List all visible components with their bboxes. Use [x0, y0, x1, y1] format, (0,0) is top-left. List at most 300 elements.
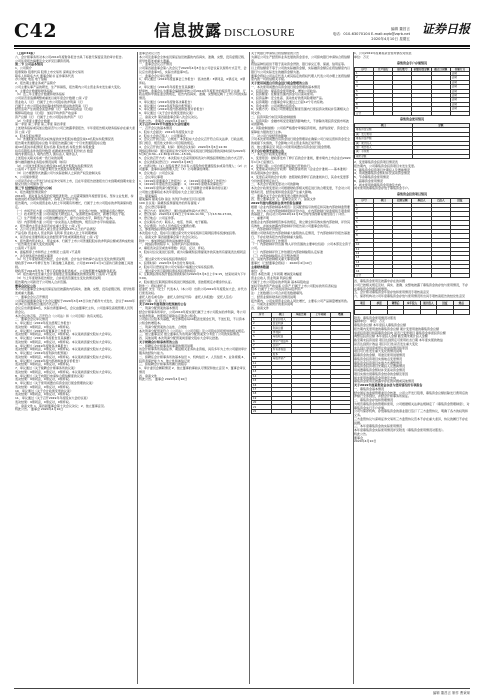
table-cell: 14: [252, 374, 272, 378]
article-paragraph: 上述股东关联关系或一致行动的说明: [15, 156, 64, 160]
table-cell: 股本: [271, 352, 291, 356]
article-paragraph: 一、召开会议的基本情况: [139, 126, 173, 130]
table-cell: [431, 273, 450, 277]
table-row: [252, 409, 351, 413]
article-paragraph: 1、报告期经营情况简介: [15, 189, 47, 194]
article-paragraph: 1、审议通过《2019年度监事会工作报告》 表决结果：3票同意，0票反对，0票弃权。: [139, 77, 246, 85]
article-paragraph: 报告期内，公司募集资金投资项目未发生变更。: [354, 163, 418, 168]
article-paragraph: 归属于上市公司股东的扣除非经常性损益的净利润（元）: [15, 103, 91, 108]
article-paragraph: 加权平均净资产收益率 总资产 归属于上市公司股东的所有者权益: [251, 283, 337, 288]
article-paragraph: 2020年4月10日: [354, 439, 377, 444]
table-caption: 募集资金投资项目情况: [396, 192, 427, 197]
article-paragraph: 四、独立董事意见 五、监事会意见 六、备查文件: [251, 197, 316, 202]
article-paragraph: （一）市场开拓方面 公司积极拓展国内外市场，优化客户结构，加强重点客户维护。: [15, 208, 127, 213]
column-divider: [137, 52, 138, 684]
article-paragraph: （3）以方框图形式披露公司与实际控制人之间的产权及控制关系: [15, 171, 101, 175]
article-paragraph: 五、会计师对募集资金年度存放和使用情况专项核查意见: [354, 290, 430, 295]
article-paragraph: 报告期内，公司实现营业收入较上年同期有所增长，归属于上市公司股东的净利润保持稳定。: [15, 201, 133, 209]
article-paragraph: 1、登记方式：现场登记、通过信函或传真方式登记。: [139, 208, 210, 213]
article-paragraph: 本公司及监事会全体成员保证信息披露的内容真实、准确、完整，没有虚假记载、误导性陈述或重大遗漏。: [139, 54, 247, 63]
table-header-cell: 序号: [252, 313, 272, 317]
section-title-cn: 信息披露: [154, 21, 223, 40]
data-table: [354, 198, 470, 278]
article-paragraph: 募集资金投资项目实施地点变更情况: [354, 356, 403, 361]
table-cell: 18: [252, 392, 272, 396]
article-paragraph: 1、审计委员会履职情况 2、独立董事的事前认可情况和独立意见 3、董事会审议情况: [139, 366, 246, 374]
article-heading: 关于使用闲置自有资金进行现金管理的公告: [251, 81, 309, 85]
table-cell: 11: [252, 361, 272, 365]
article-paragraph: 2、股东大会的召集人：公司董事会: [139, 133, 186, 138]
article-paragraph: 募集资金投资项目先期投入及置换情况: [354, 364, 406, 369]
article-paragraph: 表决结果：9票同意，0票反对，0票弃权。: [15, 362, 72, 367]
table-header-cell: 已投入: [431, 199, 450, 203]
article-paragraph: 一、网络投票的程序 1、投票代码与投票简称。: [139, 242, 202, 247]
data-table: [251, 312, 351, 414]
article-paragraph: 募集资金总额 本年度投入募集资金总额: [354, 323, 406, 328]
article-paragraph: 公司与保荐机构、存放募集资金的商业银行签订了三方监管协议，明确了各方的权利和义务。: [354, 409, 469, 418]
article-paragraph: 二、经营业绩和财务状况情况说明: [251, 294, 297, 299]
article-paragraph: 四、独立董事意见 同意公司使用闲置自有资金进行现金管理。: [251, 144, 333, 149]
column-4-mid-text: [354, 161, 470, 191]
table-cell: 4: [252, 330, 272, 334]
table-cell: 活期: [450, 76, 469, 80]
table-cell: 7: [355, 229, 374, 233]
article-paragraph: 1、股东大会届次：2019年年度股东大会: [139, 129, 194, 134]
article-paragraph: 3、投资品种：安全性高、流动性好的低风险理财产品。: [251, 96, 325, 100]
article-paragraph: 公司第四届董事会第十次会议通知于2020年3月28日以电子邮件方式发出，会议于2020年4月8日以现场结合通讯方式召开。: [15, 298, 135, 307]
article-paragraph: 一、监事会会议召开情况: [139, 62, 173, 67]
article-paragraph: 2、审议通过《2019年年度报告及其摘要》: [139, 84, 197, 89]
article-column-2: [139, 52, 247, 684]
article-paragraph: 6、实施方式：授权公司管理层在额度范围内行使投资决策权并签署相关合同文件。: [251, 107, 349, 115]
article-paragraph: 一、本次会计政策变更概述: [251, 152, 288, 157]
article-paragraph: 参与融资融券业务股东情况说明（如有）: [15, 159, 70, 164]
table-cell: 减：累计投入: [355, 141, 413, 145]
table-header-cell: 项目: [355, 123, 413, 127]
table-cell: 合计: [355, 111, 374, 115]
article-paragraph: 表决结果：9票同意，0票反对，0票弃权。: [15, 384, 72, 389]
article-paragraph: 4、变更后采用的会计政策：按照财政部修订后的准则执行，其余未变更部分仍按照原规定执行。: [251, 174, 349, 183]
article-paragraph: 4、用闲置募集资金暂时补充流动资金情况: [354, 171, 410, 176]
article-paragraph: 特此公告。 监事会 2020年4月10日: [139, 118, 188, 123]
article-paragraph: 募集资金投资项目实施方式调整情况: [354, 360, 403, 365]
table-cell: 11: [355, 247, 374, 251]
project-table: [354, 193, 470, 278]
table-cell: [404, 310, 420, 314]
article-paragraph: 财政部于2019年发布了修订后的财务报表格式，公司按照要求编制财务报表。: [15, 268, 119, 273]
article-paragraph: 二、通过深交所交易系统投票的程序: [139, 257, 188, 262]
article-paragraph: 是否达到预计效益 项目可行性是否发生重大变化: [354, 341, 418, 346]
article-paragraph: 4、会议召开的日期、时间：现场会议时间：2020年5月6日14:30: [139, 144, 228, 149]
article-paragraph: 1、变更原因：财政部发布了修订后的会计准则，要求境内上市企业自2020年1月1日起施行。: [251, 156, 351, 164]
table-cell: 活期: [450, 93, 469, 97]
article-paragraph: 五、参加网络投票的具体操作流程: [139, 227, 185, 232]
article-paragraph: 公司第四届监事会第八次会议于2020年4月8日在公司会议室以现场方式召开，会议应出席监事3名，实际出席监事3名。: [139, 66, 247, 74]
masthead-rule-thin: [14, 48, 470, 49]
table-cell: 16: [252, 383, 272, 387]
table-cell: [331, 409, 351, 413]
table-cell: 5: [252, 335, 272, 339]
article-paragraph: 4、是否存在需要特别关注的经营季节性或周期性特征 □是 √否: [15, 234, 99, 239]
article-paragraph: 产品名称 营业收入 营业利润 毛利率 营业收入比上年同期增减: [15, 231, 97, 235]
table-cell: 活期: [450, 102, 469, 106]
article-heading: 主要财务数据: [251, 264, 270, 269]
article-paragraph: 附件二：授权委托书: [139, 283, 167, 288]
article-paragraph: 本公司及董事会全体成员保证信息披露的内容真实、准确、完整，没有虚假记载、误导性陈述或重大遗漏。: [15, 287, 135, 295]
article-heading: 第二节 公司基本情况: [15, 62, 44, 67]
article-paragraph: 表决结果：9票同意，0票反对，0票弃权。: [15, 377, 72, 382]
article-paragraph: 3、募集资金投资项目先期投入及置换情况: [354, 167, 410, 172]
table-cell: 12: [355, 251, 374, 255]
article-paragraph: 本次会计政策变更是公司根据财政部相关规定进行的合理变更，不会对公司财务状况、经营成果和现金流量产生重大影响。: [251, 186, 351, 194]
article-paragraph: 报告期内变更用途的募集资金总额 累计变更用途的募集资金总额: [354, 326, 439, 331]
article-paragraph: 尚未使用的募集资金用途及去向: [354, 375, 397, 380]
article-paragraph: 项目可行性发生重大变化的情况说明: [354, 349, 403, 354]
column-divider: [353, 52, 354, 684]
financial-data-table: [251, 312, 351, 414]
article-paragraph: 4、股本及股东情况: [15, 133, 41, 138]
table-cell: 12: [252, 365, 272, 369]
article-paragraph: 以上授信额度不等于公司的实际融资金额，实际融资金额应在授信额度内以银行与公司实际发生的融资金额为准。: [251, 66, 351, 74]
table-header-cell: 累计投入: [420, 301, 436, 305]
article-paragraph: 资产总额（元） 归属于上市公司股东的净资产（元）: [15, 114, 85, 119]
article-paragraph: 7、涉及财务报告的相关事项: [15, 253, 53, 258]
article-paragraph: 公司是否存在公开发行并在证券交易所上市，且在年度报告批准报出日未到期或到期未能全额兑付的公司债券 否: [15, 178, 135, 187]
article-heading: 2019年度内部控制自我评价报告摘要: [251, 201, 302, 205]
table-cell: 8: [355, 234, 374, 238]
table-caption: 募集资金专户存储情况: [396, 60, 427, 65]
article-paragraph: 特此公告。 董事会 2020年4月10日: [15, 407, 64, 412]
article-paragraph: （二）技术研发方面 公司持续加大研发投入，完善研发体系建设，新增专利若干项。: [15, 212, 127, 217]
article-paragraph: 三、董事会关于会计政策变更合理性的说明: [251, 193, 309, 198]
table-cell: [450, 111, 469, 115]
article-paragraph: 5、资金来源：公司闲置自有资金。: [251, 103, 298, 108]
article-paragraph: 一、利润分配预案的基本情况: [139, 306, 179, 310]
article-paragraph: 2、报告期内主营业务是否存在重大变化 □是 √否: [15, 223, 81, 228]
column-2-text: [139, 52, 247, 382]
table-cell: 减：发行费用: [355, 132, 413, 136]
article-paragraph: 二、拟聘任会计师事务所的基本信息 1、机构信息 2、人员信息 3、业务规模 4、投资者保护能力 5、独立性和诚信记录: [139, 354, 247, 363]
article-paragraph: 5、节余募集资金使用情况: [354, 175, 389, 180]
article-paragraph: 根据公司财务报告内部控制重大缺陷的认定情况，于内部控制评价报告基准日，不存在财务报告内部控制重大缺陷。: [251, 231, 351, 239]
article-paragraph: 三、对公司日常经营的影响: [251, 133, 288, 138]
table-cell: 2: [252, 322, 272, 326]
table-header-cell: 拟投入: [412, 199, 431, 203]
article-paragraph: 注：上述数据以公司合并报表数据填列。: [251, 291, 306, 295]
article-paragraph: 5、会议的召开方式：本次股东大会采用现场表决与网络投票相结合的方式召开。: [139, 156, 246, 160]
table-header-cell: 承诺: [371, 301, 387, 305]
article-paragraph: 三、通过深交所互联网投票系统投票的程序: [139, 268, 197, 273]
table-cell: 1: [252, 317, 272, 321]
newspaper-logo: 证券日报: [421, 22, 470, 36]
article-paragraph: 六、会计师事务所对本公司2019年度财务报告出具了标准无保留意见的审计报告。: [15, 54, 125, 59]
article-paragraph: 5、会议费用：与会人员食宿及交通费自理。: [139, 223, 198, 228]
article-paragraph: 三、独立董事意见 独立董事认为该利润分配预案充分考虑了公司的实际情况。: [139, 332, 242, 337]
article-paragraph: 联系人和联系方式 董事会秘书 证券事务代表: [15, 73, 74, 78]
article-paragraph: 监事会决议公告: [139, 52, 161, 55]
table-cell: 7: [355, 98, 374, 102]
table-cell: [291, 409, 311, 413]
article-paragraph: 公司本次使用闲置自有资金进行现金管理是在确保公司日常运营和资金安全的前提下实施的，不会影响公司主营业务的正常开展。: [251, 137, 351, 145]
masthead-meta: [333, 27, 410, 42]
article-paragraph: 2、报告期主要业务或产品简介: [15, 81, 56, 85]
article-paragraph: 6、审议通过《关于会计政策变更的议案》: [139, 111, 195, 115]
table-cell: 营业总收入: [271, 317, 291, 321]
table-cell: 15: [252, 379, 272, 383]
masthead: [14, 20, 470, 46]
column-4-mid2-text: [354, 280, 470, 299]
article-paragraph: 附件一：参加网络投票的具体操作流程: [139, 238, 191, 243]
table-cell: 6: [355, 225, 374, 229]
article-paragraph: 报告期内公司新设子公司纳入合并范围。: [15, 279, 70, 284]
article-paragraph: 本年度募集资金实际使用情况详见附表《募集资金使用情况对照表》。: [354, 428, 446, 433]
article-paragraph: 二、内部控制评价结论: [251, 227, 282, 232]
table-cell: 净利润: [271, 330, 291, 334]
article-heading: 关于召开2019年年度股东大会的通知: [139, 122, 190, 127]
article-paragraph: （2）公司优先股股东总数及前10名优先股股东持股情况表: [15, 163, 93, 168]
article-paragraph: 公司已按相关规定及时、真实、准确、完整地披露了募集资金的存放与使用情况，不存在募集资金管理违规情形。: [354, 282, 469, 291]
article-paragraph: 营业收入（元） 归属于上市公司股东的净利润（元）: [15, 99, 85, 104]
meta-contact: 电话：010-63070104 E-mail:zqrb@zqrb.net: [332, 32, 410, 36]
table-cell: 1: [355, 203, 374, 207]
table-cell: [374, 273, 393, 277]
article-column-4: [354, 52, 470, 684]
table-row: [355, 310, 470, 314]
article-paragraph: 3、股东对总议案进行投票，视为对除累积投票提案外的其他所有提案表达相同意见。: [139, 249, 246, 258]
article-heading: 关于2019年度募集资金存放与使用情况的专项报告: [354, 383, 423, 388]
article-paragraph: 提案编码 提案名称 备注 该列打勾的栏目可以投票: [139, 197, 205, 202]
table-cell: 2: [355, 207, 374, 211]
table-cell: 所有者权益: [271, 348, 291, 352]
article-paragraph: 9、审议通过《关于使用闲置自有资金进行现金管理的议案》: [15, 381, 95, 385]
table-header-cell: 金额: [412, 123, 470, 127]
table-row: [355, 273, 470, 277]
table-cell: 10: [355, 243, 374, 247]
table-row: [355, 154, 470, 158]
table-header-cell: 项目: [271, 313, 291, 317]
table-cell: 9: [252, 352, 272, 356]
table-cell: 9: [355, 238, 374, 242]
article-paragraph: 六、备查文件 第四届董事会第十次会议决议。: [139, 234, 200, 239]
article-paragraph: 募集资金使用及披露中存在的问题或其他情况: [354, 379, 415, 384]
table-cell: [437, 310, 453, 314]
table-cell: 总资产: [271, 343, 291, 347]
article-paragraph: 100 总议案：除累积投票提案外的所有提案 √: [139, 201, 200, 205]
article-paragraph: （三）生产管理方面 公司推进精益生产，提升自动化水平，降低生产成本。: [15, 216, 115, 220]
article-paragraph: 委托人姓名或名称： 委托人身份证号码： 委托人持股数： 受托人签名：: [139, 294, 235, 299]
article-paragraph: 一、本次使用闲置自有资金进行现金管理的基本情况: [251, 84, 321, 89]
article-paragraph: 8、审议通过《关于向银行申请综合授信额度的议案》: [15, 373, 86, 378]
article-heading: 第三节 经营情况讨论与分析: [15, 186, 53, 190]
investment-table: [354, 300, 470, 314]
article-paragraph: 4、会议联系方式：联系人、电话、传真、电子邮箱。: [139, 219, 210, 224]
table-header-cell: 存储方式: [450, 67, 469, 71]
table-cell: 4: [355, 85, 374, 89]
article-paragraph: 本次会议的召集、召开符合《公司法》和《公司章程》的有关规定。: [15, 313, 106, 318]
article-paragraph: 5、审议通过《2019年度利润分配预案》: [15, 351, 70, 355]
article-paragraph: 报告期末普通股股东总数 年度报告披露日前一个月末普通股股东总数: [15, 141, 106, 145]
table-cell: 15: [355, 265, 374, 269]
article-paragraph: 经中国证券监督管理委员会核准，公司公开发行股票，募集资金总额扣除发行费用后的净额已全部到位，并经会计师事务所验证。: [354, 390, 469, 399]
article-paragraph: 4、投资期限：自董事会审议通过之日起12个月内有效。: [251, 99, 326, 104]
article-paragraph: 截至期末投资进度 项目达到预定可使用状态日期 本年度实现的效益: [354, 338, 443, 343]
table-cell: 活期: [450, 85, 469, 89]
fund-usage-table: [354, 118, 470, 159]
article-heading: 关于2019年度利润分配预案的公告: [139, 302, 187, 307]
article-paragraph: 表决结果：9票同意，0票反对，0票弃权。本议案尚需提交股东大会审议。: [15, 369, 114, 374]
table-cell: 4: [355, 216, 374, 220]
article-paragraph: 表决结果：9票同意，0票反对，0票弃权。: [15, 324, 72, 329]
table-cell: 活期: [450, 80, 469, 84]
table-header-cell: 进度: [437, 301, 453, 305]
table-header-cell: 初始存放金额: [413, 67, 430, 71]
table-caption: 募集资金使用情况: [399, 116, 424, 121]
table-header-cell: 截止日余额: [431, 67, 450, 71]
table-cell: 7: [252, 343, 272, 347]
article-paragraph: 股本 归属于上市公司股东的每股净资产: [251, 287, 303, 292]
article-paragraph: 三、拟续聘会计师事务所履行的程序: [139, 362, 188, 367]
table-cell: 活期: [450, 89, 469, 93]
article-paragraph: 用闲置募集资金暂时补充流动资金情况: [354, 368, 406, 373]
table-cell: 活期: [450, 107, 469, 111]
article-paragraph: 持有有限售条件的股份数量 质押或冻结情况 股份状态 数量: [15, 148, 93, 153]
article-paragraph: 1、审议通过《2019年度总经理工作报告》: [15, 321, 73, 325]
article-paragraph: 为规范募集资金的管理和使用，公司根据相关法律法规制定了《募集资金管理制度》，对募集资金实行专户存储。: [354, 401, 470, 410]
article-paragraph: （1）与上年度财务报告相比，会计政策、会计估计和核算方法发生变化的情况说明: [15, 257, 125, 262]
article-paragraph: 三、与前次业绩预计的差异说明: [251, 302, 294, 307]
article-paragraph: 1、投资风险：金融市场受宏观经济影响较大，不排除该项投资受到市场波动的影响。: [251, 118, 349, 127]
article-paragraph: 3、占公司主营业务收入或主营业务利润10%以上的产品情况: [15, 227, 96, 232]
article-paragraph: 6、超募资金使用情况: [354, 178, 383, 183]
table-cell: 3: [355, 212, 374, 216]
article-paragraph: 2、变更日期：公司自规定的起始日开始执行。: [251, 163, 313, 168]
article-paragraph: 董事会: [354, 435, 364, 440]
article-paragraph: 1、投资目的：提高资金使用效率，增加公司收益。: [251, 88, 319, 93]
article-paragraph: 三、内部控制评价工作情况: [251, 238, 288, 243]
article-paragraph: 调整后投资总额 本年度投入金额 截至期末累计投入金额: [354, 334, 428, 339]
table-header-cell: 项目: [374, 199, 393, 203]
table-header-cell: 进度: [450, 199, 469, 203]
article-paragraph: 表决结果：9票同意，0票反对，0票弃权。本议案尚需提交股东大会审议。: [15, 339, 114, 344]
article-paragraph: 按照企业内部控制规范体系的规定，建立健全和有效实施内部控制，评价其有效性，并如实披露内部控制评价报告是公司董事会的责任。: [251, 219, 351, 228]
article-paragraph: 公司年度报告摘要及全文详见巨潮资讯网。: [15, 58, 73, 63]
article-paragraph: 三、本年度募集资金的实际使用情况: [354, 424, 403, 429]
article-paragraph: 编制单位： 单位：万元: [354, 319, 385, 324]
article-paragraph: 四、备查文件: [251, 306, 270, 310]
table-cell: [412, 273, 431, 277]
article-paragraph: 3、《2019年年度报告及其摘要》 4、《2019年度财务决算报告》: [139, 182, 226, 187]
meta-editor: 编辑 董昌言: [390, 27, 410, 31]
article-heading: （上接C41版）: [15, 52, 37, 55]
table-cell: 净资产收益率: [271, 339, 291, 343]
table-cell: [453, 310, 469, 314]
table-header-cell: 投资总额: [393, 199, 412, 203]
table-cell: [387, 310, 403, 314]
article-paragraph: 特此公告。 董事会 2020年4月10日: [139, 377, 188, 382]
table-cell: [431, 111, 450, 115]
table-header-cell: 效益: [453, 301, 469, 305]
article-paragraph: 本次利润分配预案符合《公司法》、《公司章程》及公司股东回报规划的相关规定。: [139, 328, 247, 333]
table-cell: 17: [252, 387, 272, 391]
article-paragraph: 关于向银行申请综合授信额度的公告: [251, 52, 300, 55]
article-heading: 董事会决议公告: [15, 283, 37, 288]
table-cell: [412, 154, 470, 158]
article-paragraph: 3、会议召开的合法、合规性：本次股东大会会议召开符合有关法律、行政法规、部门规章、规范性文件和公司章程的规定。: [139, 137, 246, 145]
article-paragraph: 三、提案编码: [139, 193, 158, 198]
table-cell: 5: [355, 89, 374, 93]
meta-date: 2020年4月10日 星期五: [371, 37, 410, 41]
table-cell: [393, 111, 412, 115]
article-paragraph: □适用 √不适用: [15, 246, 36, 250]
table-cell: 8: [252, 348, 272, 352]
table-cell: 每股收益: [271, 335, 291, 339]
article-paragraph: 四、备查文件: [139, 373, 158, 378]
article-paragraph: 公司独立董事将在本次年度股东大会上进行述职。: [139, 189, 206, 194]
article-paragraph: （四）内部管理方面 公司进一步完善法人治理结构，规范运作水平持续提高。: [15, 219, 118, 224]
article-paragraph: （1）近三年主要会计数据和财务指标: [15, 92, 65, 97]
article-paragraph: 5、公司债券情况: [15, 174, 38, 179]
article-paragraph: 未达到计划进度或预计收益的情况和原因: [354, 345, 409, 350]
footer-note: 编辑 董昌言 制作 曹秉琛: [432, 691, 470, 695]
table-cell: 13: [355, 256, 374, 260]
article-paragraph: （1）普通股股东和表决权恢复的优先股股东数量及前10名股东持股情况表: [15, 137, 114, 142]
article-paragraph: 4、审议通过《2019年度财务决算报告》: [15, 343, 70, 348]
table-cell: 20: [252, 401, 272, 405]
article-paragraph: 二、本次会计政策变更对公司的影响: [251, 182, 300, 187]
table-cell: 利润总额: [271, 326, 291, 330]
article-paragraph: 尚未使用的募集资金存放于募集资金专户。: [354, 186, 412, 191]
article-paragraph: （2）报告期内发生重大会计差错更正需追溯重述的情况说明 □适用 √不适用: [15, 272, 117, 277]
article-paragraph: 超募资金的金额、用途及使用进展情况: [354, 353, 406, 358]
table-cell: [412, 111, 431, 115]
article-paragraph: 二、会议审议事项: [139, 174, 164, 179]
article-paragraph: 7、审议通过《关于续聘会计师事务所的议案》: [15, 366, 77, 370]
article-paragraph: 项目 本报告期 上年同期 增减变动幅度: [251, 272, 302, 277]
column-divider: [249, 52, 250, 684]
article-paragraph: 三、备查文件 第四届监事会第八次会议决议。: [139, 114, 200, 119]
article-paragraph: 一、董事会会议召开情况: [15, 294, 49, 299]
article-paragraph: 2019年，面对复杂多变的宏观经济形势，公司紧紧围绕年度经营目标，坚持主业发展，持续推进技术创新和管理提升，各项工作有序开展。: [15, 193, 134, 202]
article-paragraph: 报告期内，公司实现营业总收入同比增长，主要系公司产品销量增加所致。: [251, 298, 351, 303]
article-paragraph: 5、《2019年度利润分配预案》 6、《关于续聘会计师事务所的议案》: [139, 186, 230, 190]
table-cell: 合计: [355, 273, 374, 277]
article-paragraph: 单位：元: [251, 268, 264, 273]
article-paragraph: （一）内部控制评价范围 纳入评价范围的主要单位包括：公司本部及全资子公司。: [251, 242, 351, 250]
table-cell: 加：利息收入: [355, 145, 413, 149]
article-paragraph: 四、募集资金使用及披露中存在的问题: [354, 279, 406, 284]
table-header-cell: 上年同期: [311, 313, 331, 317]
table-header-cell: 本报告期: [291, 313, 311, 317]
article-paragraph: 表决结果：9票同意，0票反对，0票弃权。本议案尚需提交股东大会审议。: [15, 347, 114, 352]
article-paragraph: 3、审议通过《2019年年度报告及其摘要》: [15, 336, 73, 340]
data-table: [354, 300, 470, 314]
article-paragraph: 四、会议登记等事项: [139, 204, 167, 209]
article-paragraph: 2、投资额度：在额度范围内资金可以滚动使用。: [251, 92, 316, 97]
column-3-text: [251, 52, 351, 311]
article-paragraph: 委托日期： 年 月 日: [139, 298, 166, 303]
article-paragraph: 公司主要从事产品的研发、生产和销售，报告期内公司主营业务未发生重大变化。: [15, 84, 124, 89]
article-paragraph: 为满足公司生产经营和业务发展的资金需求，公司拟向银行申请综合授信额度。: [251, 54, 351, 63]
article-paragraph: 一、重要声明: [251, 216, 270, 220]
article-paragraph: 一、募集资金基本情况: [354, 386, 385, 391]
table-cell: 9: [355, 107, 374, 111]
table-row: [355, 111, 470, 115]
table-cell: [450, 273, 469, 277]
article-paragraph: 会议应出席董事9名，实际出席董事9名，会议由董事长主持，公司监事及高级管理人员列席会议。: [15, 306, 133, 314]
article-paragraph: 归属于上市公司股东的净利润 基本每股收益: [251, 279, 309, 284]
section-title: [154, 21, 295, 43]
article-paragraph: 1、《2019年度董事会工作报告》 2、《2019年度监事会工作报告》: [139, 178, 229, 183]
